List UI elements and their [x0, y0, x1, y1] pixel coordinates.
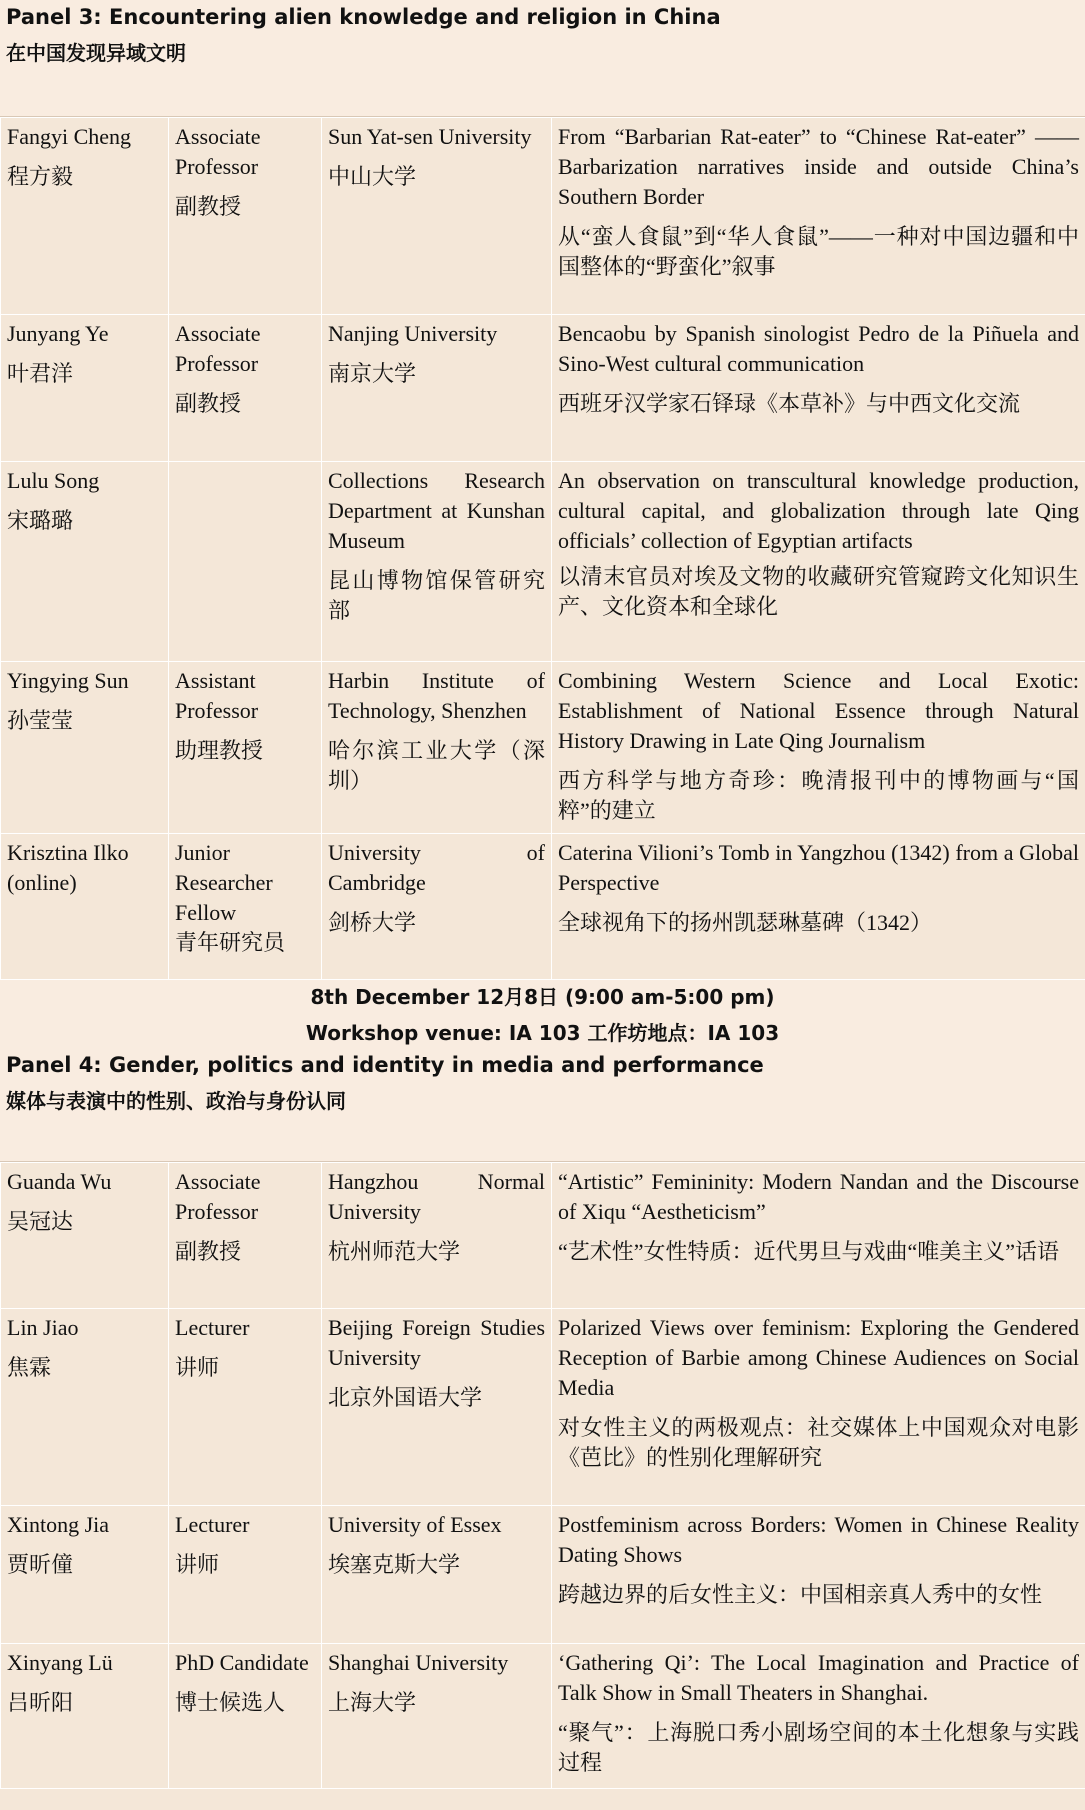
presenter-name: Xintong Jia 贾昕僮	[1, 1506, 169, 1644]
presenter-institution: Hangzhou Normal University 杭州师范大学	[322, 1163, 552, 1309]
presenter-institution: Nanjing University 南京大学	[322, 315, 552, 462]
presenter-institution: Harbin Institute of Technology, Shenzhen 哈尔滨工业大学（深圳）	[322, 662, 552, 834]
schedule-info	[0, 980, 1085, 1048]
presenter-name: Lin Jiao 焦霖	[1, 1309, 169, 1506]
paper-title: Postfeminism across Borders: Women in Chinese Reality Dating Shows 跨越边界的后女性主义：中国相亲真人秀中的女性	[552, 1506, 1085, 1644]
workshop-venue: Workshop venue: IA 103 工作坊地点：IA 103	[305, 1021, 780, 1045]
table-row	[1, 462, 1085, 662]
presenter-name: Yingying Sun 孙莹莹	[1, 662, 169, 834]
paper-title: ‘Gathering Qi’: The Local Imagination and Practice of Talk Show in Small Theaters in Shanghai. “聚气”：上海脱口秀小剧场空间的本土化想象与实践过程	[552, 1644, 1085, 1789]
table-row	[1, 118, 1085, 315]
paper-title: “Artistic” Femininity: Modern Nandan and the Discourse of Xiqu “Aestheticism” “艺术性”女性特质：近代男旦与戏曲“唯美主义”话语	[552, 1163, 1085, 1309]
presenter-name: Krisztina Ilko (online)	[1, 834, 169, 980]
presenter-position: Lecturer 讲师	[169, 1309, 322, 1506]
panel-4-header	[0, 1048, 1085, 1162]
presenter-institution: Shanghai University 上海大学	[322, 1644, 552, 1789]
panel-3-title: Panel 3: Encountering alien knowledge and religion in China	[6, 5, 721, 29]
paper-title: Bencaobu by Spanish sinologist Pedro de la Piñuela and Sino-West cultural communication 西班牙汉学家石铎琭《本草补》与中西文化交流	[552, 315, 1085, 462]
presenter-position: Associate Professor 副教授	[169, 315, 322, 462]
table-row	[1, 834, 1085, 980]
table-row	[1, 662, 1085, 834]
panel-3-subtitle: 在中国发现异域文明	[6, 41, 186, 65]
presenter-position: Associate Professor 副教授	[169, 118, 322, 315]
table-row	[1, 1644, 1085, 1789]
table-row	[1, 1163, 1085, 1309]
presenter-position	[169, 462, 322, 662]
paper-title: Caterina Vilioni’s Tomb in Yangzhou (1342) from a Global Perspective 全球视角下的扬州凯瑟琳墓碑（1342）	[552, 834, 1085, 980]
presenter-name: Junyang Ye 叶君洋	[1, 315, 169, 462]
table-row	[1, 315, 1085, 462]
panel-4-subtitle: 媒体与表演中的性别、政治与身份认同	[6, 1089, 346, 1113]
paper-title: From “Barbarian Rat-eater” to “Chinese Rat-eater” —— Barbarization narratives inside and outside China’s Southern Border 从“蛮人食鼠”到“华人食鼠”——一种对中国边疆和中国整体的“野蛮化”叙事	[552, 118, 1085, 315]
presenter-institution: Collections Research Department at Kunshan Museum 昆山博物馆保管研究部	[322, 462, 552, 662]
panel-3-header	[0, 0, 1085, 117]
presenter-name: Lulu Song 宋璐璐	[1, 462, 169, 662]
paper-title: Combining Western Science and Local Exotic: Establishment of National Essence through Natural History Drawing in Late Qing Journalism 西方科学与地方奇珍：晚清报刊中的博物画与“国粹”的建立	[552, 662, 1085, 834]
paper-title: Polarized Views over feminism: Exploring the Gendered Reception of Barbie among Chinese Audiences on Social Media 对女性主义的两极观点：社交媒体上中国观众对电影《芭比》的性别化理解研究	[552, 1309, 1085, 1506]
panel-4-table	[0, 1162, 1085, 1789]
presenter-institution: Beijing Foreign Studies University 北京外国语大学	[322, 1309, 552, 1506]
schedule-date: 8th December 12月8日 (9:00 am-5:00 pm)	[310, 985, 775, 1009]
presenter-position: Associate Professor 副教授	[169, 1163, 322, 1309]
presenter-position: PhD Candidate 博士候选人	[169, 1644, 322, 1789]
presenter-name: Xinyang Lü 吕昕阳	[1, 1644, 169, 1789]
table-row	[1, 1309, 1085, 1506]
panel-3-table	[0, 117, 1085, 980]
panel-4-title: Panel 4: Gender, politics and identity in media and performance	[6, 1053, 764, 1077]
presenter-position: Lecturer 讲师	[169, 1506, 322, 1644]
presenter-institution: University of Cambridge 剑桥大学	[322, 834, 552, 980]
table-row	[1, 1506, 1085, 1644]
presenter-position: Junior Researcher Fellow 青年研究员	[169, 834, 322, 980]
presenter-position: Assistant Professor 助理教授	[169, 662, 322, 834]
presenter-name: Guanda Wu 吴冠达	[1, 1163, 169, 1309]
presenter-name: Fangyi Cheng 程方毅	[1, 118, 169, 315]
paper-title: An observation on transcultural knowledge production, cultural capital, and globalization through late Qing officials’ collection of Egyptian artifacts 以清末官员对埃及文物的收藏研究管窥跨文化知识生产、文化资本和全球化	[552, 462, 1085, 662]
presenter-institution: Sun Yat-sen University 中山大学	[322, 118, 552, 315]
presenter-institution: University of Essex 埃塞克斯大学	[322, 1506, 552, 1644]
